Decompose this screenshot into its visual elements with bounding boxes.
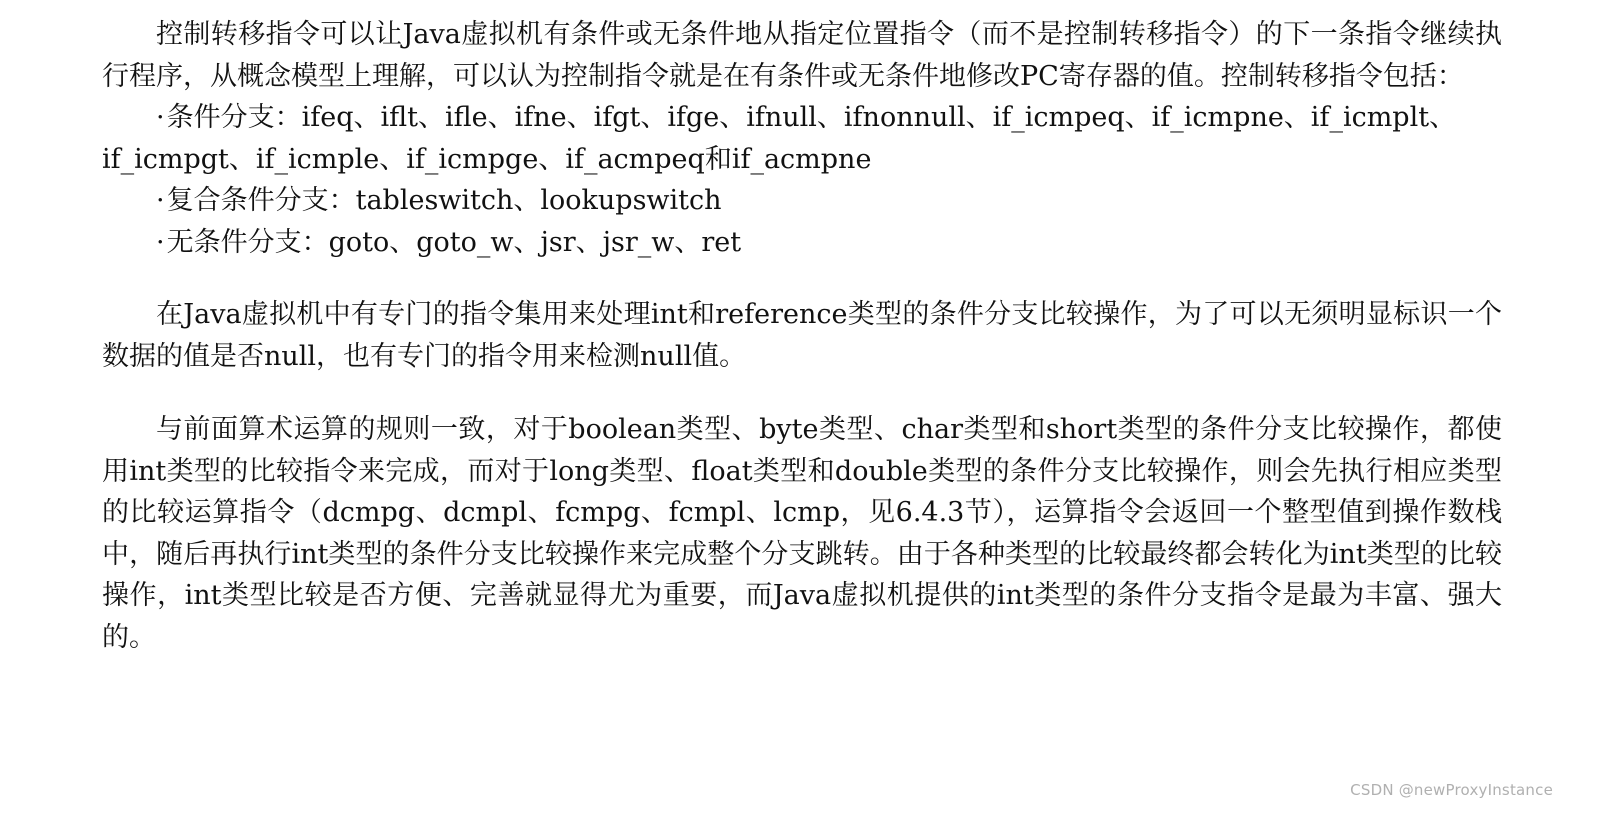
list-item-text: 条件分支：ifeq、iflt、ifle、ifne、ifgt、ifge、ifnull、ifnonnull、if_icmpeq、if_icmpne、if_icmplt、if_icmpgt、if_icmple、if_icmpge、if_acmpeq和if_acmpne xyxy=(102,102,1457,175)
list-item-text: 无条件分支：goto、goto_w、jsr、jsr_w、ret xyxy=(166,226,742,258)
list-item-text: 复合条件分支：tableswitch、lookupswitch xyxy=(166,185,722,216)
intro-paragraph: 控制转移指令可以让Java虚拟机有条件或无条件地从指定位置指令（而不是控制转移指令）的下一条指令继续执行程序，从概念模型上理解，可以认为控制指令就是在有条件或无条件地修改PC寄存器的值。控制转移指令包括： xyxy=(102,19,1502,92)
list-item-compound-branch xyxy=(102,180,1502,222)
null-check-paragraph: 在Java虚拟机中有专门的指令集用来处理int和reference类型的条件分支比较操作，为了可以无须明显标识一个数据的值是否null，也有专门的指令用来检测null值。 xyxy=(102,299,1502,372)
comparison-paragraph: 与前面算术运算的规则一致，对于boolean类型、byte类型、char类型和short类型的条件分支比较操作，都使用int类型的比较指令来完成，而对于long类型、float类型和double类型的条件分支比较操作，则会先执行相应类型的比较运算指令（dcmpg、dcmpl、fcmpg、fcmpl、lcmp，见6.4.3节），运算指令会返回一个整型值到操作数栈中，随后再执行int类型的条件分支比较操作来完成整个分支跳转。由于各种类型的比较最终都会转化为int类型的比较操作，int类型比较是否方便、完善就显得尤为重要，而Java虚拟机提供的int类型的条件分支指令是最为丰富、强大的。 xyxy=(102,414,1502,653)
bullet-marker: · xyxy=(156,185,165,216)
document-body xyxy=(102,14,1502,658)
watermark: CSDN @newProxyInstance xyxy=(1350,781,1553,799)
bullet-marker: · xyxy=(156,226,165,258)
list-item-unconditional-branch xyxy=(102,222,1502,264)
list-item-conditional-branch xyxy=(102,97,1502,180)
bullet-marker: · xyxy=(156,102,165,133)
